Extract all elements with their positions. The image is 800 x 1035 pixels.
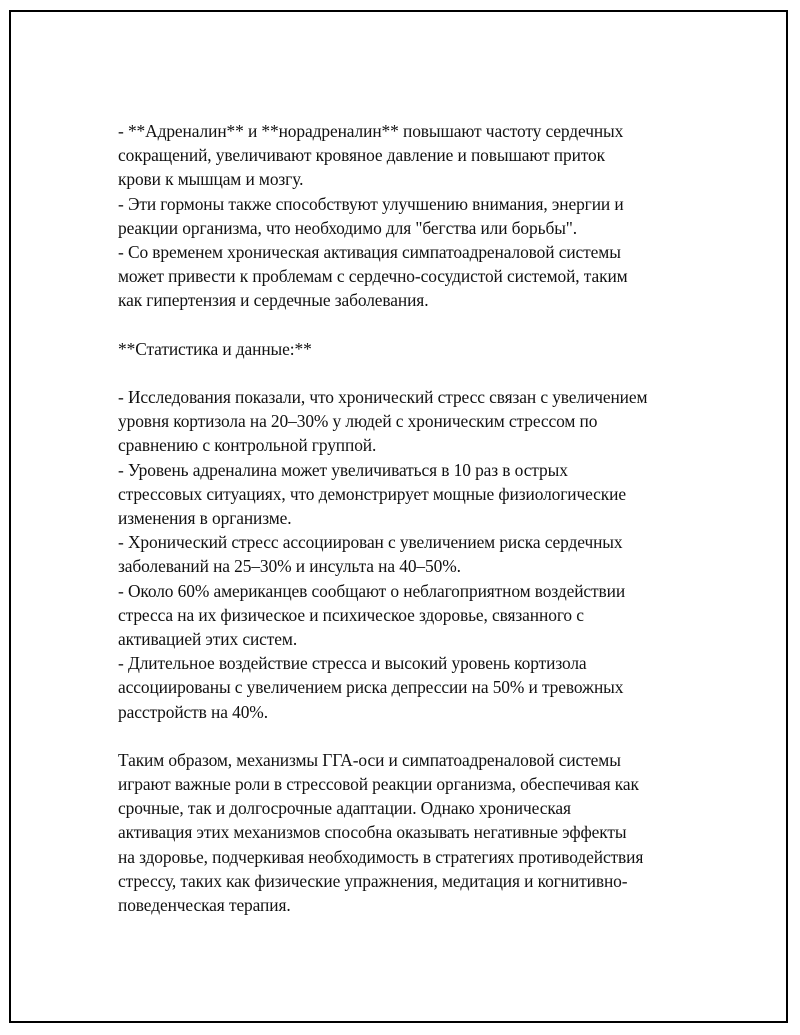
text-line: Таким образом, механизмы ГГА-оси и симпатоадреналовой системы: [118, 749, 621, 770]
text-line: - Около 60% американцев сообщают о неблагоприятном воздействии: [118, 580, 626, 601]
text-line: может привести к проблемам с сердечно-сосудистой системой, таким: [118, 266, 628, 287]
text-line: расстройств на 40%.: [118, 701, 268, 722]
text-line: реакции организма, что необходимо для "бегства или борьбы".: [118, 217, 578, 238]
text-line: - Исследования показали, что хронический стресс связан с увеличением: [118, 387, 648, 408]
text-line: крови к мышцам и мозгу.: [118, 169, 304, 190]
text-line: стрессовых ситуациях, что демонстрирует мощные физиологические: [118, 483, 626, 504]
text-line: - Эти гормоны также способствуют улучшению внимания, энергии и: [118, 193, 624, 214]
paragraph-spacer: [118, 724, 718, 748]
text-line: играют важные роли в стрессовой реакции организма, обеспечивая как: [118, 774, 639, 795]
stats-paragraph: [118, 385, 718, 724]
text-line: сокращений, увеличивают кровяное давление и повышают приток: [118, 145, 605, 166]
conclusion-paragraph: [118, 748, 718, 917]
text-line: на здоровье, подчеркивая необходимость в стратегиях противодействия: [118, 846, 644, 867]
document-page: [9, 10, 788, 1023]
text-line: срочные, так и долгосрочные адаптации. Однако хроническая: [118, 798, 571, 819]
text-line: стрессу, таких как физические упражнения, медитация и когнитивно-: [118, 870, 628, 891]
text-line: поведенческая терапия.: [118, 895, 291, 915]
text-line: ассоциированы с увеличением риска депрессии на 50% и тревожных: [118, 677, 624, 698]
hormones-paragraph: [118, 119, 718, 313]
text-line: сравнению с контрольной группой.: [118, 435, 377, 456]
text-line: - Длительное воздействие стресса и высокий уровень кортизола: [118, 653, 587, 674]
paragraph-spacer: [118, 313, 718, 337]
stats-heading: **Статистика и данные:**: [118, 338, 312, 359]
text-line: активация этих механизмов способна оказывать негативные эффекты: [118, 822, 627, 843]
text-line: активацией этих систем.: [118, 628, 298, 649]
text-line: стресса на их физическое и психическое здоровье, связанного с: [118, 604, 584, 625]
text-line: - Уровень адреналина может увеличиваться в 10 раз в острых: [118, 459, 568, 480]
text-line: уровня кортизола на 20–30% у людей с хроническим стрессом по: [118, 411, 598, 432]
text-line: - **Адреналин** и **норадреналин** повышают частоту сердечных: [118, 121, 624, 141]
text-line: изменения в организме.: [118, 508, 292, 528]
text-line: - Со временем хроническая активация симпатоадреналовой системы: [118, 241, 621, 262]
text-line: заболеваний на 25–30% и инсульта на 40–50%.: [118, 556, 461, 577]
paragraph-spacer: [118, 361, 718, 385]
text-line: как гипертензия и сердечные заболевания.: [118, 290, 429, 311]
text-line: - Хронический стресс ассоциирован с увеличением риска сердечных: [118, 532, 623, 553]
document-body: [118, 119, 718, 917]
